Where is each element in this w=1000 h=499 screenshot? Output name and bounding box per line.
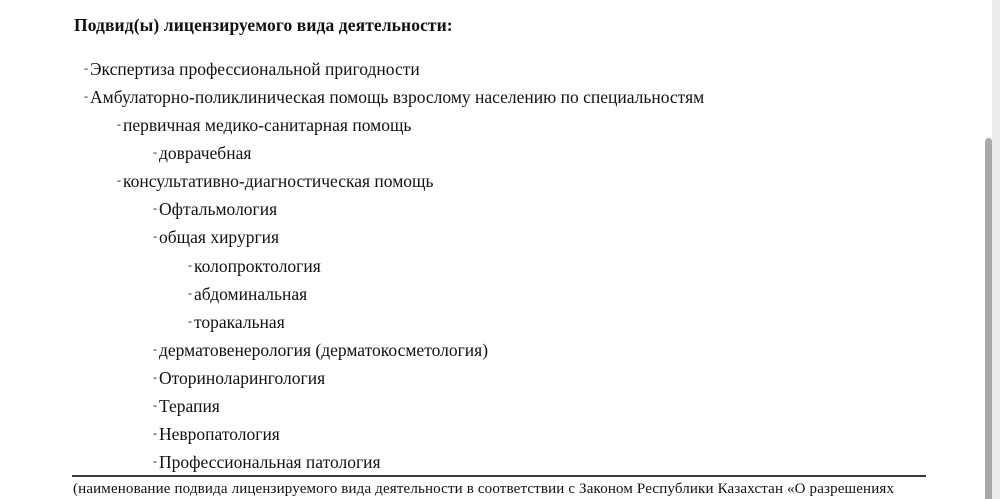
scrollbar-thumb[interactable] xyxy=(985,138,992,499)
list-item-label: консультативно-диагностическая помощь xyxy=(123,171,434,191)
list-item xyxy=(117,114,411,135)
list-item-label: Офтальмология xyxy=(159,199,278,219)
list-item xyxy=(84,58,420,79)
list-item xyxy=(153,451,381,472)
list-item-label: Экспертиза профессиональной пригодности xyxy=(90,59,420,79)
dash-bullet: - xyxy=(153,229,157,243)
dash-bullet: - xyxy=(188,258,192,272)
dash-bullet: - xyxy=(117,117,121,131)
dash-bullet: - xyxy=(188,286,192,300)
dash-bullet: - xyxy=(153,426,157,440)
list-item xyxy=(153,198,277,219)
list-item-label: дерматовенерология (дерматокосметология) xyxy=(159,340,489,360)
dash-bullet: - xyxy=(84,89,88,103)
list-item xyxy=(84,86,704,107)
list-item xyxy=(153,226,279,247)
section-heading: Подвид(ы) лицензируемого вида деятельности: xyxy=(74,15,453,35)
horizontal-rule xyxy=(72,475,926,477)
dash-bullet: - xyxy=(188,314,192,328)
list-item-label: торакальная xyxy=(194,312,285,332)
dash-bullet: - xyxy=(153,454,157,468)
list-item-label: колопроктология xyxy=(194,256,321,276)
list-item xyxy=(153,339,488,360)
list-item xyxy=(188,283,307,304)
field-caption: (наименование подвида лицензируемого вида деятельности в соответствии с Законом Республики Казахстан «О разрешениях xyxy=(73,481,895,497)
list-item-label: общая хирургия xyxy=(159,227,280,247)
list-item-label: доврачебная xyxy=(159,143,252,163)
list-item-label: абдоминальная xyxy=(194,284,308,304)
dash-bullet: - xyxy=(117,173,121,187)
list-item-label: Невропатология xyxy=(159,424,280,444)
dash-bullet: - xyxy=(153,342,157,356)
dash-bullet: - xyxy=(153,370,157,384)
list-item-label: Терапия xyxy=(159,396,220,416)
dash-bullet: - xyxy=(153,398,157,412)
scrollbar-track[interactable] xyxy=(992,0,1000,499)
list-item-label: Амбулаторно-поликлиническая помощь взрослому населению по специальностям xyxy=(90,87,705,107)
list-item xyxy=(188,255,321,276)
list-item xyxy=(117,170,434,191)
dash-bullet: - xyxy=(153,145,157,159)
dash-bullet: - xyxy=(84,61,88,75)
list-item-label: первичная медико-санитарная помощь xyxy=(123,115,412,135)
list-item xyxy=(153,395,220,416)
list-item xyxy=(188,311,285,332)
list-item-label: Профессиональная патология xyxy=(159,452,381,472)
dash-bullet: - xyxy=(153,201,157,215)
list-item xyxy=(153,423,280,444)
list-item xyxy=(153,367,325,388)
list-item xyxy=(153,142,251,163)
list-item-label: Оториноларингология xyxy=(159,368,326,388)
